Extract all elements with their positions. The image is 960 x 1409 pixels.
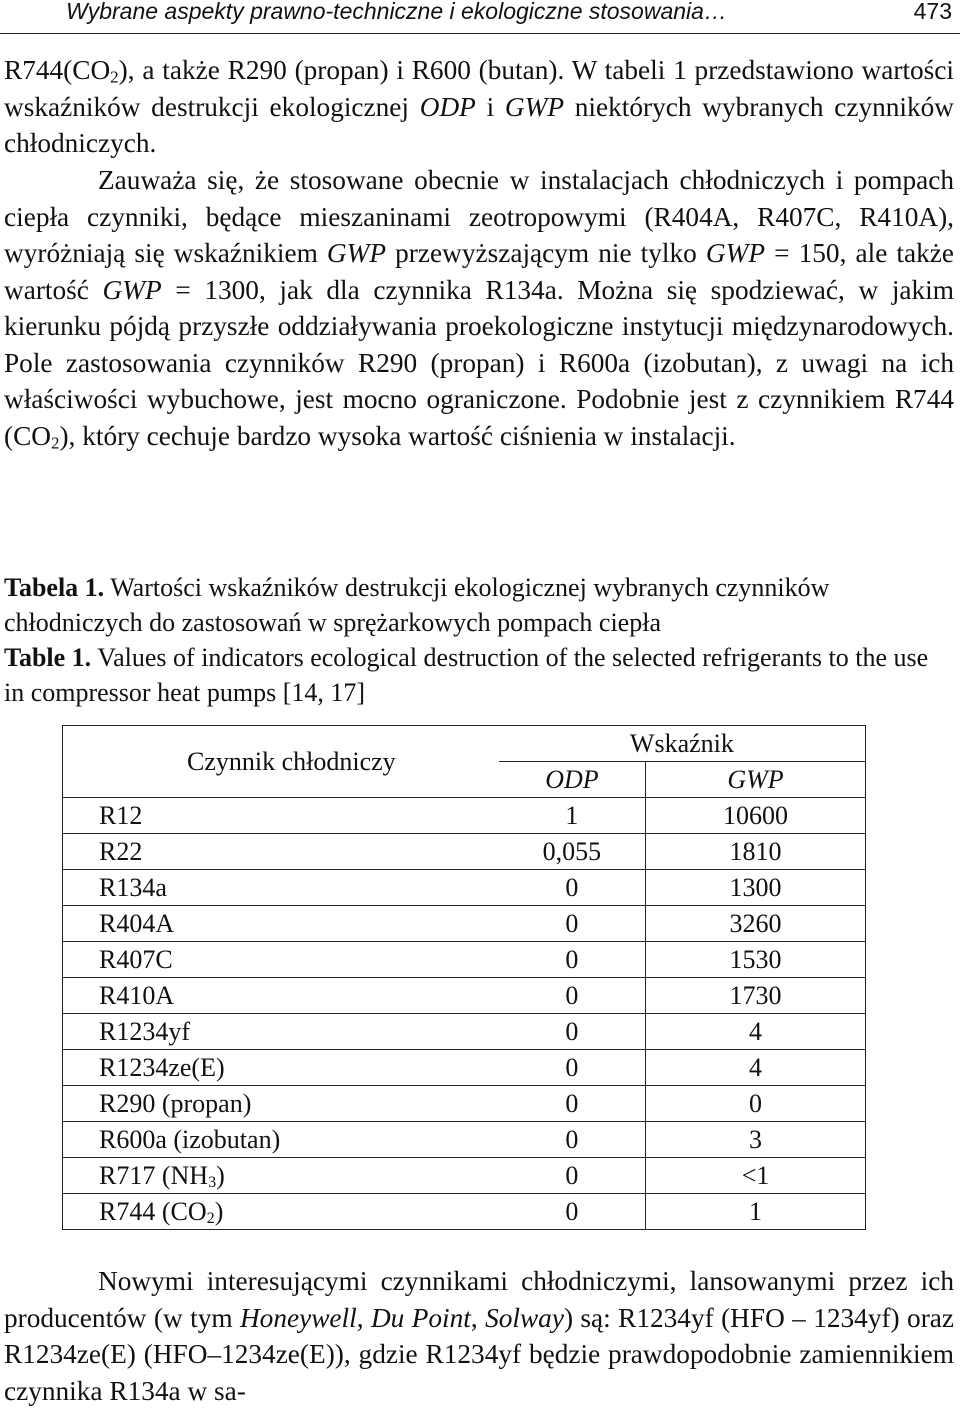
cell-refrigerant: R1234ze(E) [63,1050,499,1086]
table-row [63,870,866,906]
cell-odp: 0 [499,942,646,978]
table-row [63,834,866,870]
cell-refrigerant: R407C [63,942,499,978]
column-group-indicator: Wskaźnik [499,726,866,762]
table-row [63,906,866,942]
table-caption-pl: Tabela 1. Wartości wskaźników destrukcji ekologicznej wybranych czynników chłodniczych do zastosowań w sprężarkowych pompach ciepła [4,573,830,637]
running-header [0,0,960,34]
cell-odp: 0 [499,978,646,1014]
cell-gwp: 4 [646,1014,866,1050]
cell-gwp: 10600 [646,798,866,834]
cell-refrigerant: R12 [63,798,499,834]
paragraph-1: $R744(CO_2)$, a także R290 (propan) i R600 (butan). W tabeli 1 przedstawiono wartości wskaźników destrukcji ekologicznej ODP i GWP niektórych wybranych czynników chłodniczych. [4,55,955,158]
table-row [63,1014,866,1050]
cell-refrigerant: R600a (izobutan) [63,1122,499,1158]
cell-odp: 0 [499,906,646,942]
cell-refrigerant: R717 $(NH_3)$ [63,1158,499,1194]
cell-odp: 0 [499,1014,646,1050]
cell-odp: 1 [499,798,646,834]
table-row [63,1194,866,1230]
cell-refrigerant: R410A [63,978,499,1014]
cell-gwp: 1810 [646,834,866,870]
cell-gwp: 1730 [646,978,866,1014]
table-row [63,1158,866,1194]
cell-gwp: 3 [646,1122,866,1158]
column-header-gwp: GWP [646,762,866,798]
cell-gwp: 4 [646,1050,866,1086]
refrigerant-table [62,725,866,1230]
column-header-odp: ODP [499,762,646,798]
cell-refrigerant: R1234yf [63,1014,499,1050]
cell-gwp: 1300 [646,870,866,906]
cell-odp: 0 [499,1158,646,1194]
cell-odp: 0 [499,1194,646,1230]
page-number: 473 [913,0,952,24]
table-caption-en: Table 1. Values of indicators ecological destruction of the selected refrigerants to the use in compressor heat pumps [14, 17] [4,643,929,707]
table-row [63,978,866,1014]
cell-gwp: 1530 [646,942,866,978]
cell-gwp: 3260 [646,906,866,942]
running-header-title: Wybrane aspekty prawno-techniczne i ekologiczne stosowania… [66,0,727,24]
paragraph-2: Zauważa się, że stosowane obecnie w instalacjach chłodniczych i pompach ciepła czynniki, będące mieszaninami zeotropowymi (R404A, R407C, R410A), wyróżniają się wskaźnikiem GWP przewyższającym nie tylko GWP = 150, ale także wartość GWP = 1300, jak dla czynnika R134a. Można się spodziewać, w jakim kierunku pójdą przyszłe oddziaływania proekologiczne instytucji międzynarodowych. Pole zastosowania czynników R290 (propan) i R600a (izobutan), z uwagi na ich właściwości wybuchowe, jest mocno ograniczone. Podobnie jest z czynnikiem R744 $(CO_2)$, który cechuje bardzo wysoka wartość ciśnienia w instalacji. [4,165,954,452]
cell-odp: 0 [499,1122,646,1158]
cell-refrigerant: R134a [63,870,499,906]
cell-gwp: 0 [646,1086,866,1122]
table-row [63,798,866,834]
cell-refrigerant: R22 [63,834,499,870]
cell-refrigerant: R404A [63,906,499,942]
table-row [63,1050,866,1086]
paragraph-3: Nowymi interesującymi czynnikami chłodniczymi, lansowanymi przez ich producentów (w tym Honeywell, Du Point, Solway) są: R1234yf (HFO – 1234yf) oraz R1234ze(E) (HFO–1234ze(E)), gdzie R1234yf będzie prawdopodobnie zamiennikiem czynnika R134a w sa- [4,1266,955,1406]
cell-odp: 0,055 [499,834,646,870]
table-row [63,942,866,978]
table-row [63,1122,866,1158]
cell-refrigerant: R744 $(CO_2)$ [63,1194,499,1230]
column-header-refrigerant: Czynnik chłodniczy [63,726,499,798]
cell-gwp: 1 [646,1194,866,1230]
cell-odp: 0 [499,1050,646,1086]
cell-odp: 0 [499,870,646,906]
cell-odp: 0 [499,1086,646,1122]
cell-gwp: <1 [646,1158,866,1194]
table-row [63,1086,866,1122]
cell-refrigerant: R290 (propan) [63,1086,499,1122]
